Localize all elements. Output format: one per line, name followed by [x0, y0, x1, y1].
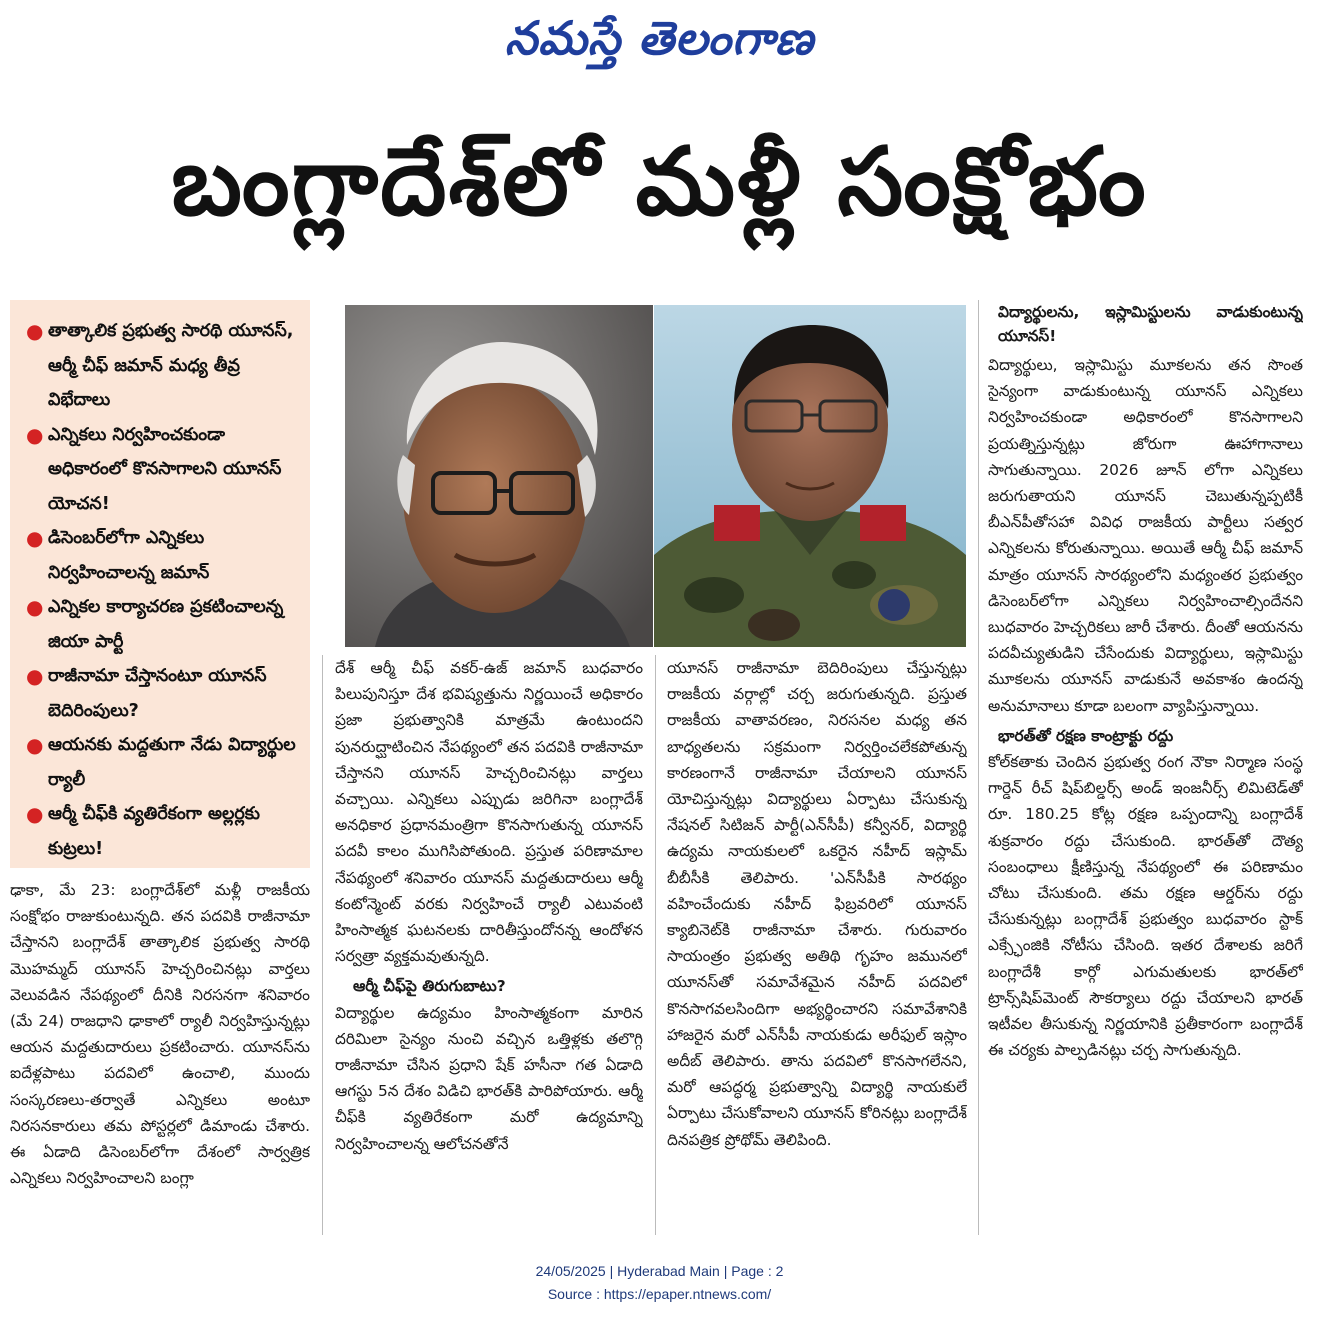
photo-strip [345, 305, 966, 647]
footer-date-edition: 24/05/2025 | Hyderabad Main | Page : 2 [535, 1263, 784, 1279]
article-paragraph: యూనస్ రాజీనామా బెదిరింపులు చేస్తున్నట్లు రాజకీయ వర్గాల్లో చర్చ జరుగుతున్నది. ప్రస్తుత రాజకీయ వాతావరణం, నిరసనల మధ్య తన బాధ్యతలను సక్రమంగా నిర్వర్తించలేకపోతున్న కారణంగానే రాజీనామా చేయాలని యూనస్ యోచిస్తున్నట్లు విద్యార్థులు ఏర్పాటు చేసుకున్న నేషనల్ సిటిజన్ పార్టీ(ఎన్‌సీపీ) కన్వీనర్, విద్యార్థి ఉద్యమ నాయకులలో ఒకరైన నహీద్ ఇస్లామ్ బీబీసీకి తెలిపారు. 'ఎన్‌సీపీకి సారథ్యం వహించేందుకు నహీద్ ఫిబ్రవరిలో యూనస్ క్యాబినెట్‌కి రాజీనామా చేశారు. గురువారం సాయంత్రం ప్రభుత్వ అతిథి గృహం జమునలో యూనస్‌తో సమావేశమైన నహీద్ పదవిలో కొనసాగవలసిందిగా అభ్యర్థించారని సమావేశానికి హాజరైన మరో ఎన్‌సీపీ నాయకుడు అరీఫుల్ ఇస్లాం అదీబ్ తెలిపారు. తాను పదవిలో కొనసాగలేనని, మరో ఆపద్ధర్మ ప్రభుత్వాన్ని విద్యార్థి నాయకులే ఏర్పాటు చేసుకోవాలని యూనస్ కోరినట్లు బంగ్లాదేశ్ దినపత్రిక ప్రోథోమ్ తెలిపింది. [667, 659, 967, 1149]
article-column-4 [988, 300, 1303, 1237]
bullet-icon: ● [26, 802, 44, 826]
bullet-icon: ● [26, 733, 44, 757]
article-paragraph: ఢాకా, మే 23: బంగ్లాదేశ్‌లో మళ్లీ రాజకీయ సంక్షోభం రాజుకుంటున్నది. తన పదవికి రాజీనామా చేస్తానని బంగ్లాదేశ్ తాత్కాలిక ప్రభుత్వ సారథి మొహమ్మద్ యూనస్ హెచ్చరించినట్లు వార్తలు వెలువడిన నేపథ్యంలో దీనికి నిరసనగా శనివారం (మే 24) రాజధాని ఢాకాలో ర్యాలీ నిర్వహిస్తున్నట్లు ఆయన మద్దతుదారులు ప్రకటించారు. యూనస్‌ను ఐదేళ్లపాటు పదవిలో ఉంచాలి, ముందు సంస్కరణలు-తర్వాతే ఎన్నికలు అంటూ నిరసనకారులు తమ పోస్టర్లలో డిమాండు చేశారు. ఈ ఏడాది డిసెంబర్‌లోగా దేశంలో సార్వత్రిక ఎన్నికలు నిర్వహించాలని బంగ్లా [10, 881, 310, 1188]
photo-yunus [345, 305, 653, 647]
article-paragraph: కోల్‌కతాకు చెందిన ప్రభుత్వ రంగ నౌకా నిర్మాణ సంస్థ గార్డెన్ రీచ్ షిప్‌బిల్డర్స్ అండ్ ఇంజనీర్స్ లిమిటెడ్‌తో రూ. 180.25 కోట్ల రక్షణ ఒప్పందాన్ని బంగ్లాదేశ్ శుక్రవారం రద్దు చేసుకుంది. భారత్‌తో దౌత్య సంబంధాలు క్షీణిస్తున్న నేపథ్యంలో ఈ పరిణామం చోటు చేసుకుంది. తమ రక్షణ ఆర్డర్‌ను రద్దు చేసుకున్నట్లు బంగ్లాదేశ్ ప్రభుత్వం బుధవారం స్టాక్ ఎక్స్ఛేంజికి నోటీసు చేసింది. ఇతర దేశాలకు జరిగే బంగ్లాదేశీ కార్గో ఎగుమతులకు భారత్‌లో ట్రాన్స్‌షిప్‌మెంట్ సౌకర్యాలు రద్దు చేయాలని భారత్ ఇటీవల తీసుకున్న నిర్ణయానికి ప్రతీకారంగా బంగ్లాదేశ్ ఈ చర్యకు పాల్పడినట్లు చర్చ సాగుతున్నది. [988, 753, 1303, 1060]
section-subhead: భారత్‌తో రక్షణ కాంట్రాక్టు రద్దు [998, 726, 1174, 745]
summary-point: ● తాత్కాలిక ప్రభుత్వ సారథి యూనస్, ఆర్మీ చీఫ్ జమాన్ మధ్య తీవ్ర విభేదాలు [24, 314, 300, 418]
summary-list [24, 314, 300, 866]
bullet-icon: ● [26, 422, 44, 447]
headline: బంగ్లాదేశ్‌లో మళ్లీ సంక్షోభం [171, 128, 1148, 237]
article-column-3 [667, 655, 967, 1237]
summary-point: ● ఆర్మీ చీఫ్‌కి వ్యతిరేకంగా అల్లర్లకు కుట్రలు! [24, 797, 300, 866]
bullet-icon: ● [26, 526, 44, 550]
bullet-icon: ● [26, 319, 44, 343]
section-subhead: ఆర్మీ చీఫ్‌పై తిరుగుబాటు? [353, 977, 506, 996]
bullet-icon: ● [26, 595, 44, 619]
article-column-1 [10, 877, 310, 1239]
summary-point: ● ఎన్నికల కార్యాచరణ ప్రకటించాలన్న జియా పార్టీ [24, 590, 300, 659]
summary-point: ● రాజీనామా చేస్తానంటూ యూనస్ బెదిరింపులు? [24, 659, 300, 728]
article-paragraph: విద్యార్థుల ఉద్యమం హింసాత్మకంగా మారిన దరిమిలా సైన్యం నుంచి వచ్చిన ఒత్తిళ్లకు తలొగ్గి రాజీనామా చేసిన ప్రధాని షేక్ హసీనా గత ఏడాది ఆగస్టు 5న దేశం విడిచి భారత్‌కి పారిపోయారు. ఆర్మీ చీఫ్‌కి వ్యతిరేకంగా మరో ఉద్యమాన్ని నిర్వహించాలన్న ఆలోచనతోనే [335, 1003, 643, 1153]
column-divider [655, 655, 656, 1235]
footer-source[interactable]: Source : https://epaper.ntnews.com/ [547, 1286, 772, 1302]
masthead-logo: నమస్తే తెలంగాణ [504, 11, 815, 65]
section-subhead: విద్యార్థులను, ఇస్లామిస్టులను వాడుకుంటున్న యూనస్! [998, 303, 1303, 345]
portrait-yunus-illustration [345, 305, 653, 647]
bullet-icon: ● [26, 664, 44, 688]
summary-box [10, 300, 310, 868]
article-paragraph: దేశ్ ఆర్మీ చీఫ్ వకర్-ఉజ్ జమాన్ బుధవారం పిలుపునిస్తూ దేశ భవిష్యత్తును నిర్ణయించే అధికారం ప్రజా ప్రభుత్వానికి మాత్రమే ఉంటుందని పునరుద్ఘాటించిన నేపథ్యంలో తన పదవికి రాజీనామా చేస్తానని యూనస్ హెచ్చరించినట్లు వార్తలు వచ్చాయి. ఎన్నికలు ఎప్పుడు జరిగినా బంగ్లాదేశ్ అనధికార ప్రధానమంత్రిగా కొనసాగుతున్న యూనస్ పదవీ కాలం ముగిసిపోతుంది. ప్రస్తుత పరిణామాల నేపథ్యంలో శనివారం యూనస్ మద్దతుదారులు ఆర్మీ కంటోన్మెంట్ వరకు నిర్వహించే ర్యాలీ ఎటువంటి హింసాత్మక ఘటనలకు దారితీస్తుందోనన్న ఆందోళన సర్వత్రా వ్యక్తమవుతున్నది. [335, 659, 643, 966]
portrait-army-chief-illustration [654, 305, 966, 647]
column-divider [978, 300, 979, 1235]
article-paragraph: విద్యార్థులు, ఇస్లామిస్టు మూకలను తన సొంత సైన్యంగా వాడుకుంటున్న యూనస్ ఎన్నికలు నిర్వహించకుండా అధికారంలో కొనసాగాలని ప్రయత్నిస్తున్నట్లు జోరుగా ఊహాగానాలు సాగుతున్నాయి. 2026 జూన్ లోగా ఎన్నికలు జరుగుతాయని యూనస్ చెబుతున్నప్పటికీ బీఎన్‌పీతోసహా వివిధ రాజకీయ పార్టీలు సత్వర ఎన్నికలను కోరుతున్నాయి. అయితే ఆర్మీ చీఫ్ జమాన్ మాత్రం యూనస్ సారథ్యంలోని మధ్యంతర ప్రభుత్వం డిసెంబర్‌లోగా ఎన్నికలు నిర్వహించాల్సిందేనని బుధవారం హెచ్చరికలు జారీ చేశారు. దీంతో ఆయనను పదవీచ్యుతుడిని చేసేందుకు విద్యార్థులు, ఇస్లామిస్టు మూకలను యూనస్ వాడుకునే అవకాశం ఉందన్న అనుమానాలు కూడా బలంగా వ్యాపిస్తున్నాయి. [988, 356, 1303, 715]
summary-point: ● ఎన్నికలు నిర్వహించకుండా అధికారంలో కొనసాగాలని యూనస్ యోచన! [24, 418, 300, 522]
summary-point: ● ఆయనకు మద్దతుగా నేడు విద్యార్థుల ర్యాలీ [24, 728, 300, 797]
summary-point: ● డిసెంబర్‌లోగా ఎన్నికలు నిర్వహించాలన్న జమాన్ [24, 521, 300, 590]
column-divider [322, 655, 323, 1235]
photo-army-chief [654, 305, 966, 647]
article-column-2 [335, 655, 643, 1237]
